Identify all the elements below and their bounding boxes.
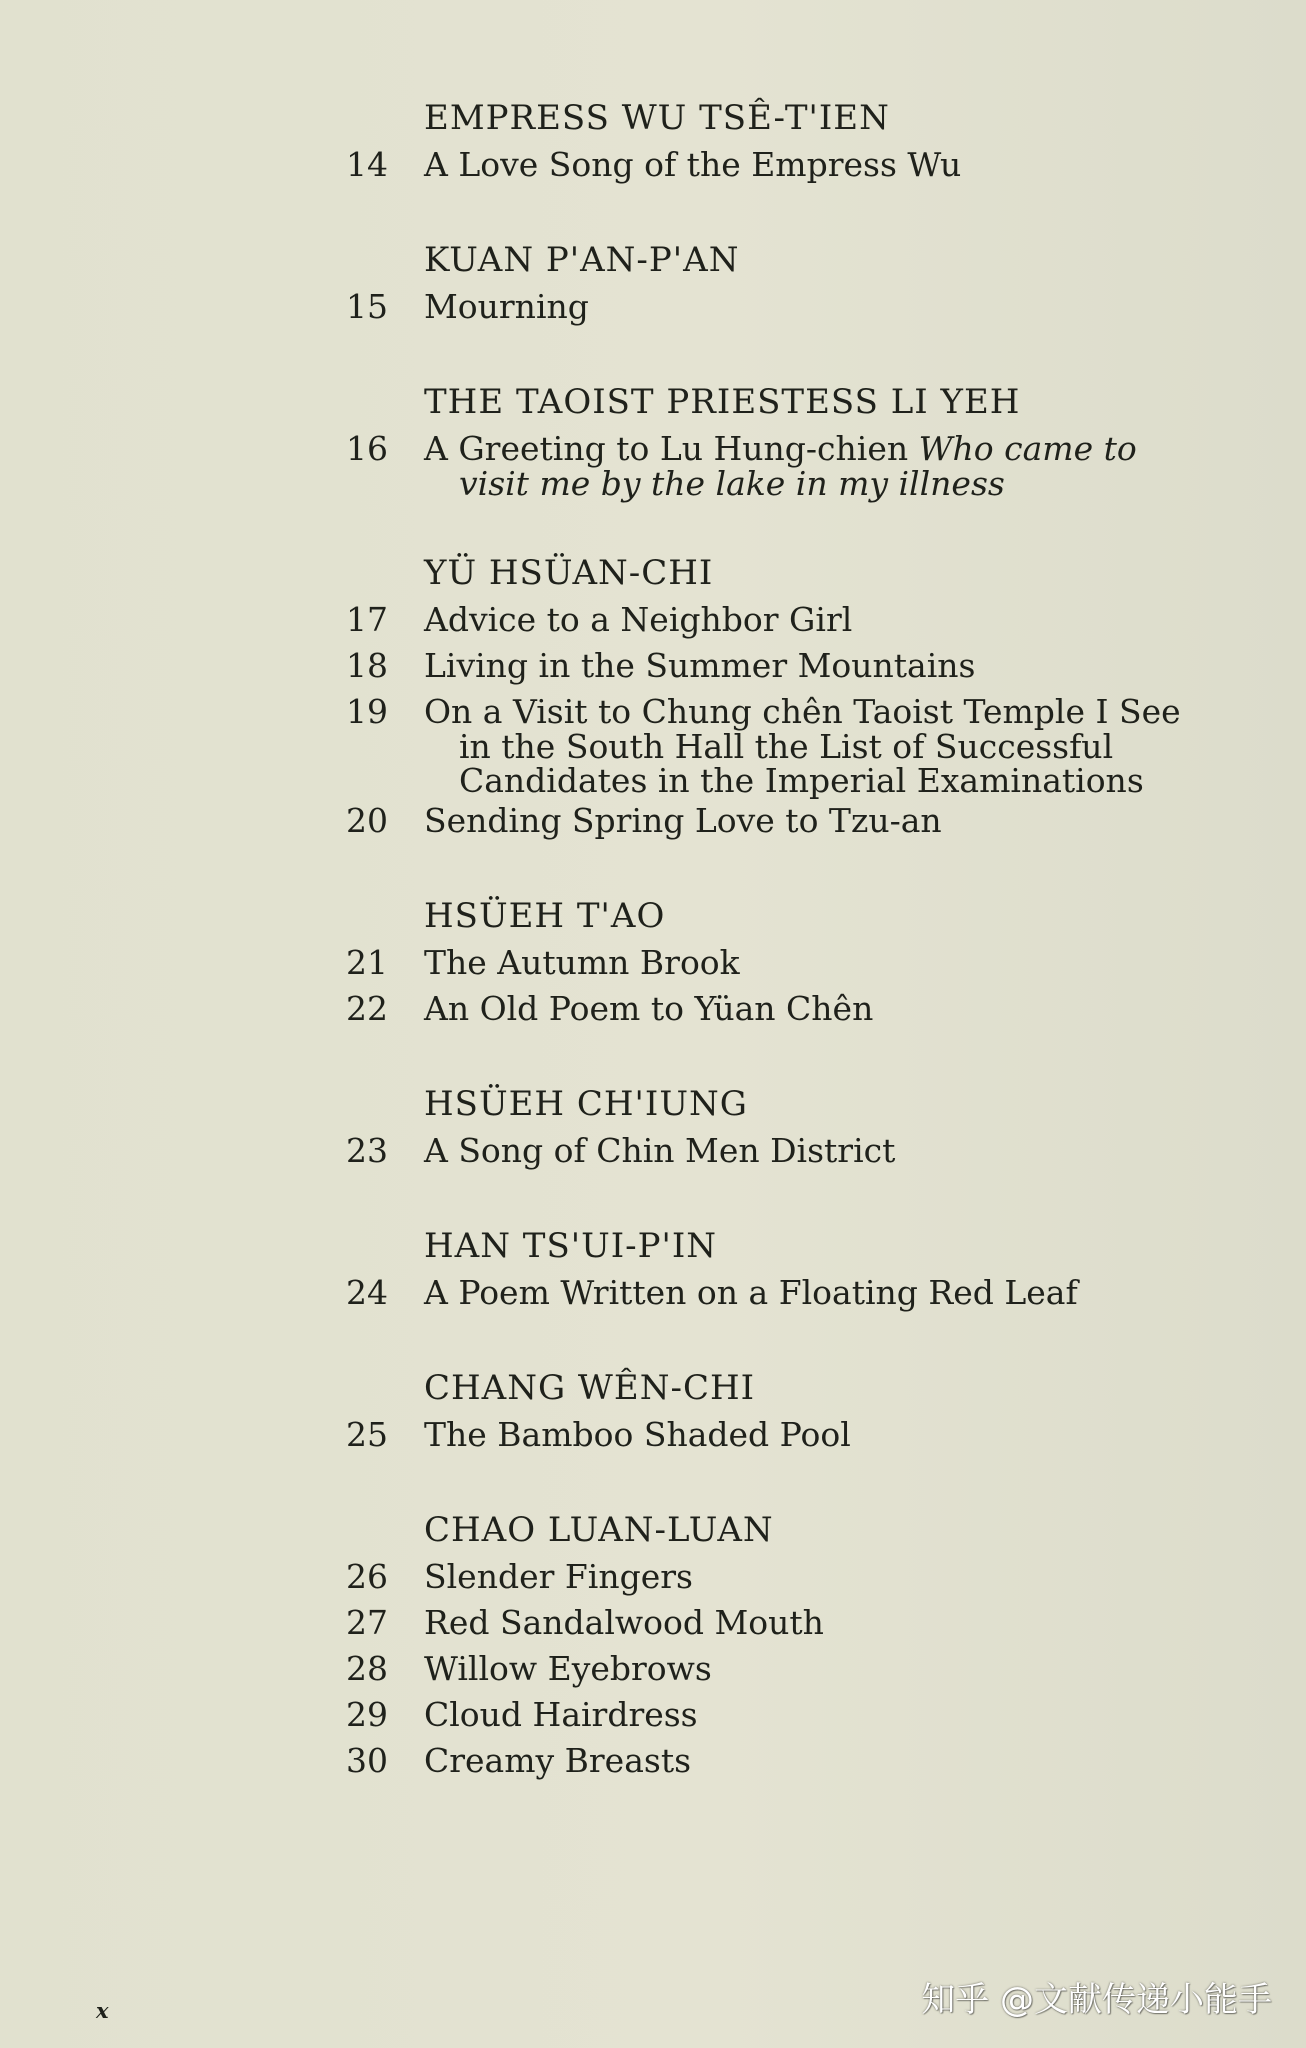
poem-title-line bbox=[424, 426, 1184, 467]
author-heading: THE TAOIST PRIESTESS LI YEH bbox=[424, 382, 1021, 422]
poem-number: 23 bbox=[346, 1131, 388, 1170]
toc-section bbox=[0, 1506, 1306, 1784]
poem-title: A Song of Chin Men District bbox=[424, 1131, 896, 1170]
author-heading: HAN TS'UI-P'IN bbox=[424, 1226, 718, 1266]
poem-number: 28 bbox=[346, 1649, 388, 1688]
toc-section bbox=[0, 378, 1306, 501]
toc-entry bbox=[0, 1692, 1306, 1738]
toc-entry bbox=[0, 1128, 1306, 1174]
toc-section bbox=[0, 1080, 1306, 1174]
poem-title: A Poem Written on a Floating Red Leaf bbox=[424, 1273, 1078, 1312]
poem-title-continued: in the South Hall the List of Successful bbox=[459, 727, 1114, 766]
toc-section bbox=[0, 1222, 1306, 1316]
poem-number: 27 bbox=[346, 1603, 388, 1642]
toc-entry bbox=[0, 643, 1306, 689]
poem-title: Mourning bbox=[424, 287, 589, 326]
poem-number: 25 bbox=[346, 1415, 388, 1454]
author-heading: HSÜEH CH'IUNG bbox=[424, 1084, 748, 1124]
toc-entry bbox=[0, 1554, 1306, 1600]
author-heading: CHANG WÊN-CHI bbox=[424, 1368, 756, 1408]
page-number: x bbox=[96, 1998, 109, 2023]
poem-title: Living in the Summer Mountains bbox=[424, 646, 976, 685]
toc-section bbox=[0, 549, 1306, 844]
author-heading: HSÜEH T'AO bbox=[424, 896, 666, 936]
toc-section bbox=[0, 1364, 1306, 1458]
poem-subtitle: Who came to bbox=[918, 429, 1137, 468]
toc-entry bbox=[0, 940, 1306, 986]
author-heading: YÜ HSÜAN-CHI bbox=[424, 553, 714, 593]
poem-number: 18 bbox=[346, 646, 388, 685]
toc-entry bbox=[0, 1600, 1306, 1646]
author-heading: EMPRESS WU TSÊ-T'IEN bbox=[424, 98, 890, 138]
poem-subtitle-continued: visit me by the lake in my illness bbox=[459, 464, 1005, 503]
poem-title: Creamy Breasts bbox=[424, 1741, 692, 1780]
watermark: 知乎 @文献传递小能手 bbox=[921, 1980, 1272, 2020]
toc-section bbox=[0, 236, 1306, 330]
toc-entry bbox=[0, 1412, 1306, 1458]
poem-title: Red Sandalwood Mouth bbox=[424, 1603, 824, 1642]
toc-entry bbox=[0, 798, 1306, 844]
poem-title-continued: Candidates in the Imperial Examinations bbox=[459, 761, 1144, 800]
poem-title: A Greeting to Lu Hung-chien bbox=[424, 429, 909, 468]
poem-title: Sending Spring Love to Tzu-an bbox=[424, 801, 942, 840]
poem-number: 26 bbox=[346, 1557, 388, 1596]
toc-entry bbox=[0, 142, 1306, 188]
poem-title: The Autumn Brook bbox=[424, 943, 740, 982]
toc-section bbox=[0, 94, 1306, 188]
poem-title: A Love Song of the Empress Wu bbox=[424, 145, 962, 184]
poem-number: 20 bbox=[346, 801, 388, 840]
toc-entry bbox=[0, 1646, 1306, 1692]
toc-entry bbox=[0, 1270, 1306, 1316]
toc-entry bbox=[0, 284, 1306, 330]
poem-title: Slender Fingers bbox=[424, 1557, 693, 1596]
toc-entry bbox=[0, 597, 1306, 643]
poem-title: The Bamboo Shaded Pool bbox=[424, 1415, 851, 1454]
toc-section bbox=[0, 892, 1306, 1032]
toc-entry bbox=[0, 1738, 1306, 1784]
poem-title: An Old Poem to Yüan Chên bbox=[424, 989, 874, 1028]
poem-number: 21 bbox=[346, 943, 388, 982]
author-heading: CHAO LUAN-LUAN bbox=[424, 1510, 774, 1550]
poem-number: 17 bbox=[346, 600, 388, 639]
poem-number: 30 bbox=[346, 1741, 388, 1780]
toc-entry bbox=[0, 986, 1306, 1032]
poem-number: 29 bbox=[346, 1695, 388, 1734]
author-heading: KUAN P'AN-P'AN bbox=[424, 240, 740, 280]
poem-number: 24 bbox=[346, 1273, 388, 1312]
poem-title: Cloud Hairdress bbox=[424, 1695, 698, 1734]
poem-title: On a Visit to Chung chên Taoist Temple I See bbox=[424, 692, 1181, 731]
toc-entry bbox=[0, 426, 1306, 501]
poem-number: 19 bbox=[346, 692, 388, 731]
poem-title: Advice to a Neighbor Girl bbox=[424, 600, 853, 639]
poem-number: 16 bbox=[346, 429, 388, 468]
poem-number: 14 bbox=[346, 145, 388, 184]
poem-title: Willow Eyebrows bbox=[424, 1649, 712, 1688]
poem-number: 22 bbox=[346, 989, 388, 1028]
poem-number: 15 bbox=[346, 287, 388, 326]
toc-entry bbox=[0, 689, 1306, 798]
table-of-contents bbox=[0, 94, 1306, 1832]
